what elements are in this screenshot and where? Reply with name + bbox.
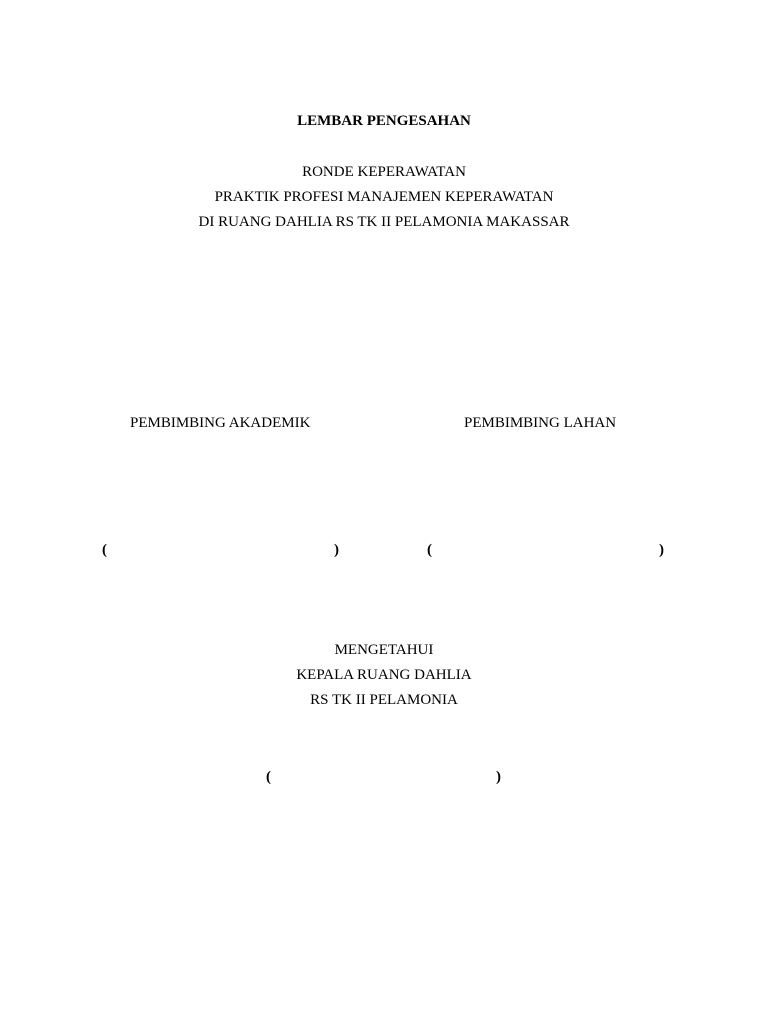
signatory-label-field: PEMBIMBING LAHAN [464, 415, 617, 431]
signature-bracket-open-head: ( [266, 769, 271, 785]
signature-bracket-open-right: ( [427, 542, 432, 558]
subtitle-line-1: RONDE KEPERAWATAN [302, 164, 466, 180]
signature-bracket-close-right: ) [659, 542, 664, 558]
acknowledgement-line-2: KEPALA RUANG DAHLIA [296, 667, 472, 683]
acknowledgement-line-3: RS TK II PELAMONIA [310, 692, 458, 708]
signature-bracket-close-head: ) [496, 769, 501, 785]
document-heading: LEMBAR PENGESAHAN [297, 113, 471, 129]
signatory-label-academic: PEMBIMBING AKADEMIK [130, 415, 311, 431]
signature-bracket-close-left: ) [334, 542, 339, 558]
signature-bracket-open-left: ( [102, 542, 107, 558]
acknowledgement-line-1: MENGETAHUI [334, 642, 434, 658]
subtitle-line-2: PRAKTIK PROFESI MANAJEMEN KEPERAWATAN [214, 189, 554, 205]
subtitle-line-3: DI RUANG DAHLIA RS TK II PELAMONIA MAKASSAR [198, 214, 570, 230]
